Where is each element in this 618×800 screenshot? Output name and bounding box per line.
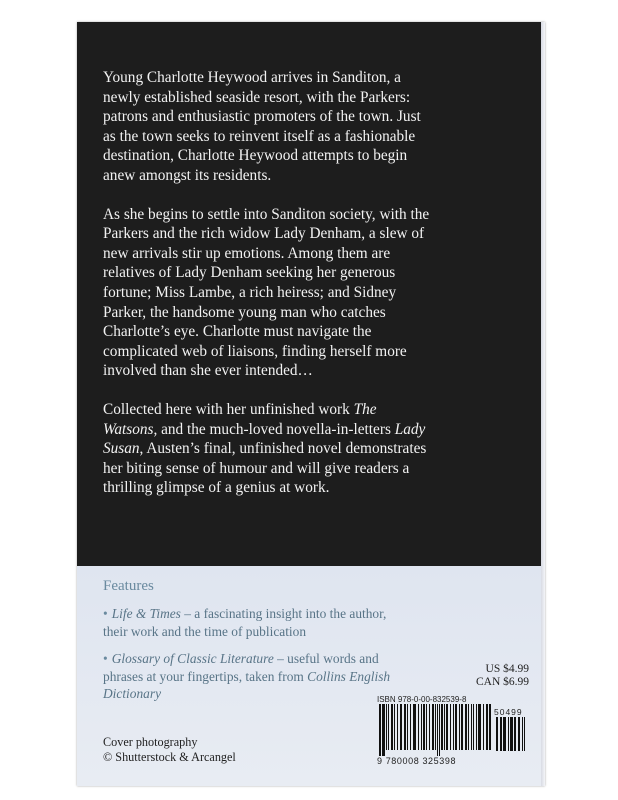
barcode-bar [524, 717, 525, 751]
page-edge [541, 22, 545, 786]
barcode-bar [407, 704, 408, 750]
feature-glossary [103, 650, 403, 703]
credit-line-1: Cover photography [103, 735, 198, 749]
barcode-bar [435, 704, 436, 750]
barcode-bar [483, 704, 484, 750]
blurb-text [103, 68, 433, 517]
title-lady-susan: Lady Susan [103, 420, 426, 458]
title-the-watsons: The Watsons [103, 400, 377, 438]
blurb-paragraph-3 [103, 400, 433, 498]
cover-credit [103, 735, 303, 764]
barcode-bar [421, 704, 422, 750]
blurb-text-segment: , and the much-loved novella-in-letters [153, 420, 395, 438]
barcode-bar [379, 704, 381, 756]
feature-description: – useful words and phrases at your fingertips, taken from [103, 651, 379, 684]
barcode-bar [476, 704, 477, 750]
barcode-bar [432, 704, 434, 750]
price-us: US $4.99 [485, 663, 529, 675]
dictionary-name: Collins English Dictionary [103, 668, 391, 701]
barcode-bar [453, 704, 454, 750]
barcode-bar [391, 704, 393, 750]
barcode-bar [394, 704, 395, 750]
ean-barcode-bars [377, 704, 492, 756]
barcode-bar [446, 704, 448, 750]
barcode-bar [500, 717, 502, 751]
barcode-bar [486, 704, 488, 750]
barcode-bar [489, 704, 491, 750]
barcode-bar [514, 717, 516, 751]
barcode-bar [496, 717, 498, 751]
barcode-bar [410, 704, 411, 750]
barcode-digits: 9 780008 325398 [377, 756, 457, 766]
feature-name: Glossary of Classic Literature [111, 651, 274, 666]
barcode-bar [450, 704, 451, 750]
feature-description: – a fascinating insight into the author, their work and the time of publication [103, 606, 387, 639]
bullet-icon: • [103, 651, 108, 666]
credit-line-2: © Shutterstock & Arcangel [103, 749, 236, 764]
barcode-bar [471, 704, 472, 750]
barcode-bar [404, 704, 406, 750]
barcode-bar [508, 717, 509, 751]
barcode-bar [437, 704, 438, 756]
barcode-bar [478, 704, 481, 750]
barcode-bar [429, 704, 430, 750]
blurb-paragraph-1: Young Charlotte Heywood arrives in Sanditon, a newly established seaside resort, with the Parkers: patrons and enthusiastic promoters of the town. Just as the town seeks to reinvent itself as a fashionable destination, Charlotte Heywood attempts to begin anew amongst its residents. [103, 69, 421, 184]
blurb-text-segment: Collected here with her unfinished work [103, 400, 354, 418]
barcode-bar [444, 704, 445, 750]
barcode-bar [441, 704, 443, 750]
barcode-bar [426, 704, 427, 750]
barcode-bar [503, 717, 506, 751]
barcode-bar [382, 704, 385, 756]
feature-life-and-times [103, 605, 403, 640]
features-heading: Features [103, 578, 154, 594]
addon-barcode-bars [494, 717, 528, 757]
barcode-bar [465, 704, 467, 750]
blurb-text-segment: , Austen’s final, unfinished novel demonstrates her biting sense of humour and will give readers a thrilling glimpse of a genius at work. [103, 440, 427, 497]
bullet-icon: • [103, 606, 108, 621]
barcode-bar [400, 704, 402, 750]
blurb-paragraph-2: As she begins to settle into Sanditon society, with the Parkers and the rich widow Lady Denham, a slew of new arrivals stir up emotions. Among them are relatives of Lady Denham seeking her generous fortune; Miss Lambe, a rich heiress; and Sidney Parker, the handsome young man who catches Charlotte’s eye. Charlotte must navigate the complicated web of liaisons, finding herself more involved than she ever intended… [103, 205, 430, 380]
barcode-bar [455, 704, 457, 750]
isbn-number: ISBN 978-0-00-832539-8 [377, 695, 467, 704]
price-can: CAN $6.99 [475, 676, 529, 688]
barcode-bar [423, 704, 425, 750]
barcode-bar [461, 704, 463, 750]
barcode-bar [468, 704, 469, 750]
barcode-bar [522, 717, 523, 751]
barcode-bar [388, 704, 389, 750]
barcode-bar [459, 704, 460, 750]
price-code: 50499 [494, 707, 523, 717]
barcode-bar [386, 704, 387, 750]
barcode-bar [413, 704, 416, 750]
barcode [377, 695, 529, 767]
barcode-bar [518, 717, 520, 751]
barcode-bar [473, 704, 474, 750]
feature-name: Life & Times [111, 606, 181, 621]
barcode-bar [397, 704, 398, 750]
barcode-bar [439, 704, 440, 756]
barcode-bar [510, 717, 513, 751]
barcode-bar [418, 704, 419, 750]
